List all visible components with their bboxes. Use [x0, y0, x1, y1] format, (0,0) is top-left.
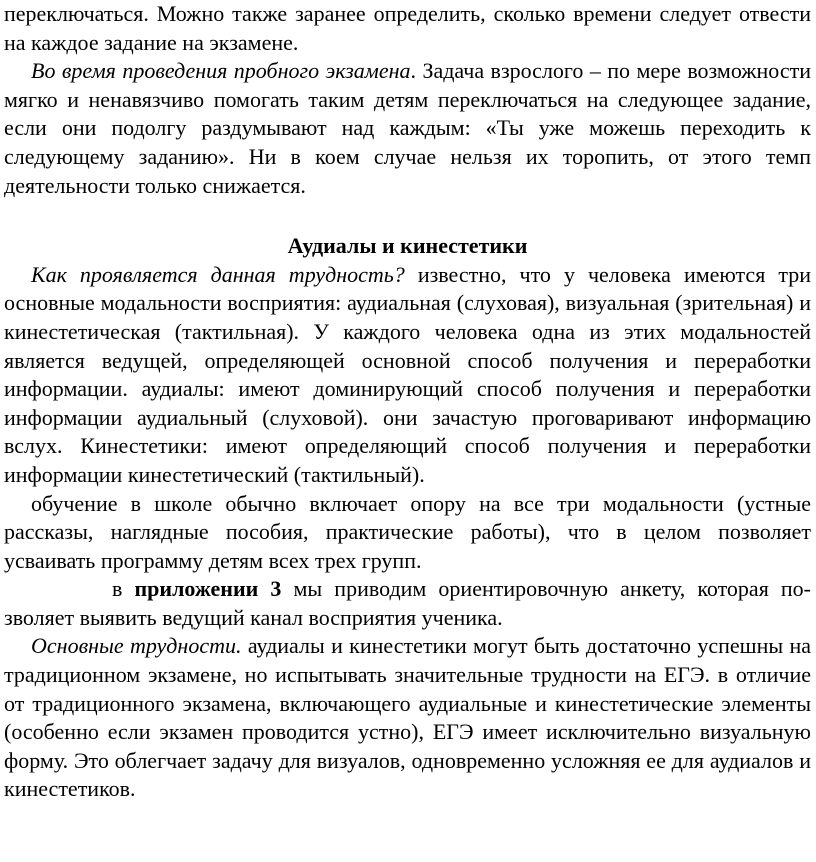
difficulties-italic: Основные трудности.	[31, 633, 242, 659]
modalities-text: известно, что у человека имеются три основные модальности восприятия: аудиальная (слуховая), визуальная (зрительная) и кинестетическая (тактильная). У каждого человека одна из этих модальностей является ведущей, определяющей основной способ получения и переработки информации. аудиалы: имеют доминирующий способ получения и переработки информации аудиальный (слуховой). они зачастую проговаривают информацию вслух. Кинестетики: имеют определяющий способ получения и переработки информации кинестетический (тактильный).	[4, 261, 811, 487]
trial-exam-italic: Во время проведения пробного экзамена	[31, 58, 411, 84]
paragraph-exam-timing: переключаться. Можно также заранее определить, сколько времени следует отвести на каждое задание на экзамене.	[4, 1, 811, 55]
appendix-bold: приложении 3	[134, 576, 282, 602]
modalities-italic: Как проявляется данная трудность?	[31, 261, 405, 287]
appendix-pre: в	[112, 576, 135, 602]
paragraph-school-learning: обучение в школе обычно включает опору на все три модальности (устные рассказы, наглядные пособия, практические работы), что в целом позволяет усваивать программу детям всех трех групп.	[4, 490, 811, 573]
section-spacer	[4, 200, 811, 228]
difficulties-text: аудиалы и кинестетики могут быть достаточно успешны на традиционном экзамене, но испытывать значительные трудности на ЕГЭ. в отличие от традиционного экзамена, включающего аудиальные и кинестетические элементы (особенно если экзамен проводится устно), ЕГЭ имеет исключительно визуальную форму. Это облегчает задачу для визуалов, одновременно усложняя ее для аудиалов и кинестетиков.	[4, 633, 811, 802]
appendix-text: мы приводим ориентировочную анкету, которая по-зволяет выявить ведущий канал восприятия ученика.	[4, 576, 811, 630]
paragraph-main-difficulties	[4, 632, 811, 804]
section-heading: Аудиалы и кинестетики	[287, 233, 528, 259]
paragraph-trial-exam	[4, 57, 811, 200]
paragraph-modalities	[4, 261, 811, 490]
trial-exam-text: . Задача взрослого – по мере возможности мягко и ненавязчиво помогать таким детям переключаться на следующее задание, если они подолгу раздумывают над каждым: «Ты уже можешь переходить к следующему заданию». Ни в коем случае нельзя их торопить, от этого темп деятельности только снижается.	[4, 58, 811, 198]
paragraph-appendix	[4, 575, 811, 632]
